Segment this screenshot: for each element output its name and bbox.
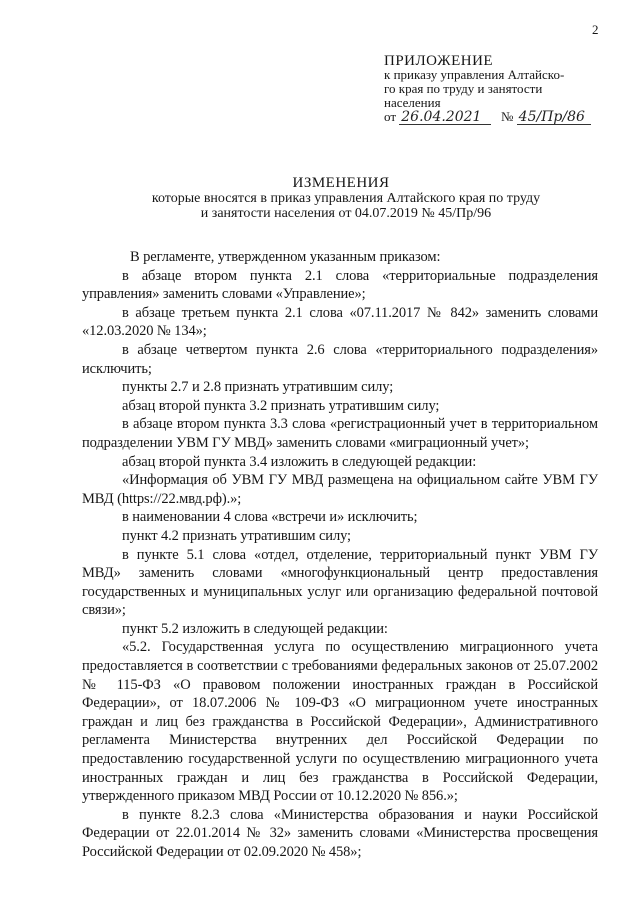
- paragraph: пункт 4.2 признать утратившим силу;: [122, 527, 351, 544]
- appendix-date-line: [384, 110, 604, 125]
- paragraph: В регламенте, утвержденном указанным приказом:: [130, 249, 441, 265]
- paragraph: в пункте 5.1 слова «отдел, отделение, территориальный пункт УВМ ГУ МВД» заменить словами «многофункциональный центр предоставления государственных и муниципальных услуг или организацию федеральной почтовой связи»;: [82, 546, 598, 619]
- title-subtitle-line: которые вносятся в приказ управления Алтайского края по труду: [151, 191, 541, 206]
- page-number: 2: [592, 22, 599, 37]
- appendix-line: го края по труду и занятости: [384, 81, 543, 96]
- date-prefix: от: [384, 109, 397, 124]
- document-body: [82, 248, 598, 862]
- paragraph: абзац второй пункта 3.2 признать утратившим силу;: [122, 397, 440, 414]
- paragraph: в абзаце втором пункта 2.1 слова «территориальные подразделения управления» заменить словами «Управление»;: [82, 267, 598, 303]
- paragraph: абзац второй пункта 3.4 изложить в следующей редакции:: [122, 453, 477, 470]
- document-title: [0, 176, 640, 221]
- number-prefix: №: [501, 109, 514, 124]
- paragraph: в абзаце втором пункта 3.3 слова «регистрационный учет в территориальном подразделении УВМ ГУ МВД» заменить словами «миграционный учет»;: [82, 416, 598, 451]
- paragraph: пункт 5.2 изложить в следующей редакции:: [122, 620, 388, 637]
- handwritten-number: 45/Пр/86: [517, 111, 591, 125]
- handwritten-date: 26.04.2021: [399, 111, 491, 125]
- paragraph: в пункте 8.2.3 слова «Министерства образования и науки Российской Федерации от 22.01.2014 № 32» заменить словами «Министерства просвещения Российской Федерации от 02.09.2020 № 458»;: [82, 806, 598, 860]
- paragraph: в абзаце третьем пункта 2.1 слова «07.11.2017 № 842» заменить словами «12.03.2020 № 134»;: [82, 304, 598, 340]
- paragraph: в наименовании 4 слова «встречи и» исключить;: [122, 509, 418, 526]
- title-subtitle-line: и занятости населения от 04.07.2019 № 45/Пр/96: [200, 206, 492, 221]
- paragraph: в абзаце четвертом пункта 2.6 слова «территориального подразделения» исключить;: [82, 341, 598, 377]
- appendix-heading: ПРИЛОЖЕНИЕ: [384, 53, 494, 69]
- paragraph: пункты 2.7 и 2.8 признать утратившим силу;: [122, 379, 394, 396]
- title-heading: ИЗМЕНЕНИЯ: [292, 175, 390, 191]
- appendix-block: [384, 54, 604, 125]
- paragraph: «Информация об УВМ ГУ МВД размещена на официальном сайте УВМ ГУ МВД (https://22.мвд.рф).»;: [82, 472, 598, 507]
- paragraph: «5.2. Государственная услуга по осуществлению миграционного учета предоставляется в соответствии с требованиями федеральных законов от 25.07.2002 № 115-ФЗ «О правовом положении иностранных граждан в Российской Федерации», от 18.07.2006 № 109-ФЗ «О миграционном учете иностранных граждан и лиц без гражданства в Российской Федерации», Административного регламента Министерства внутренних дел Российской Федерации по предоставлению государственной услуги по осуществлению миграционного учета иностранных граждан и лиц без гражданства в Российской Федерации, утвержденного приказом МВД России от 10.12.2020 № 856.»;: [82, 639, 598, 805]
- appendix-line: к приказу управления Алтайско-: [384, 67, 565, 82]
- appendix-line: населения: [384, 95, 441, 110]
